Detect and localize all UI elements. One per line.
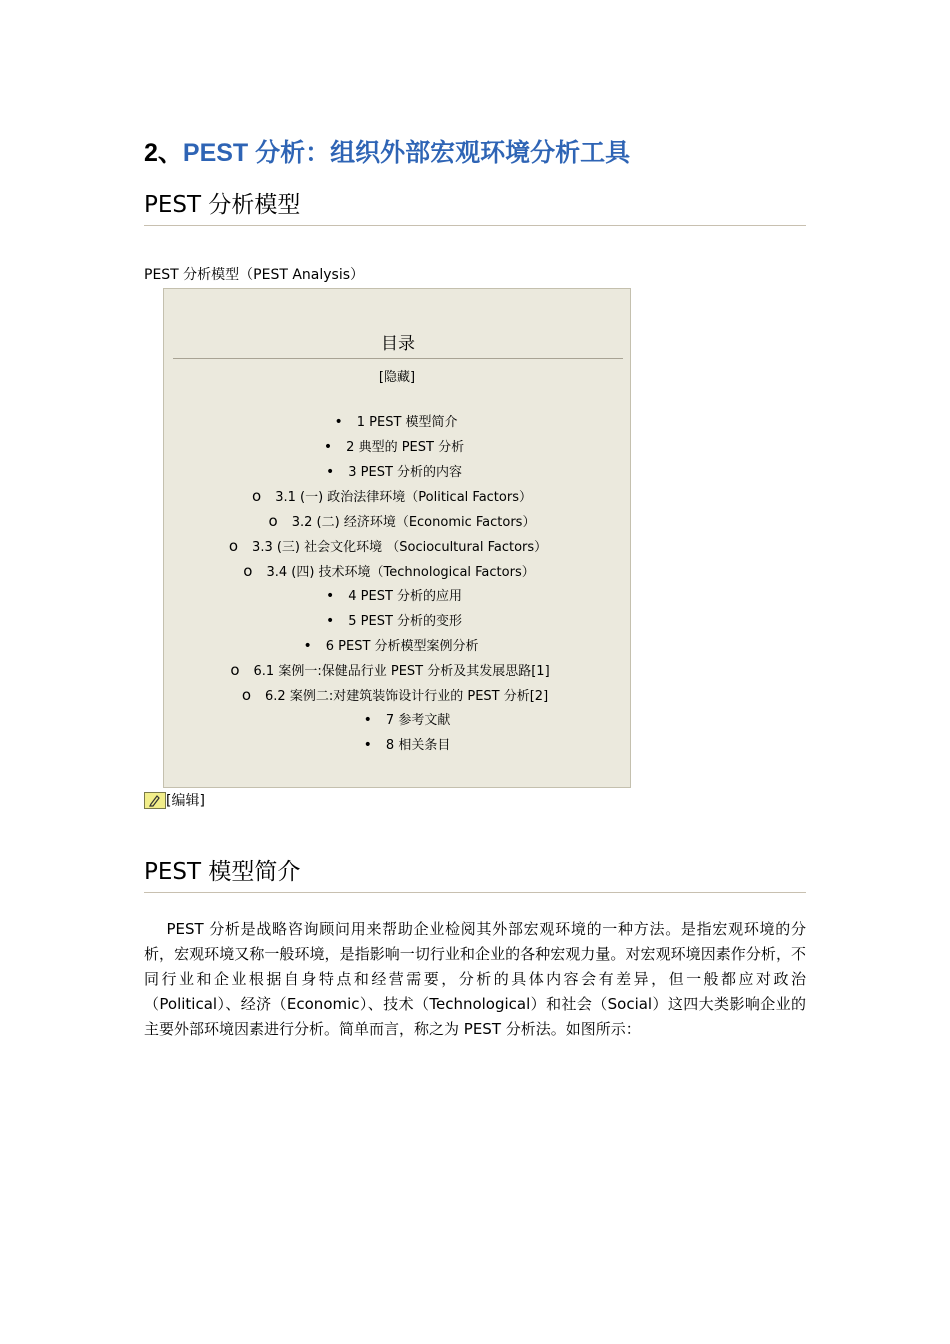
intro-lead-term: PEST 分析 <box>166 920 241 938</box>
toc-item[interactable] <box>157 661 623 681</box>
edit-row <box>144 790 205 810</box>
section-heading-intro: PEST 模型简介 <box>144 853 806 893</box>
bullet-marker: • <box>334 414 343 430</box>
intro-body-text: 是战略咨询顾问用来帮助企业检阅其外部宏观环境的一种方法。是指宏观环境的分析，宏观环境又称一般环境，是指影响一切行业和企业的各种宏观力量。对宏观环境因素作分析，不同行业和企业根据自身特点和经营需要，分析的具体内容会有差异，但一般都应对政治（Political）、经济（Economic）、技术（Technological）和社会（Social）这四大类影响企业的主要外部环境因素进行分析。简单而言，称之为 PEST 分析法。如图所示： <box>144 920 806 1038</box>
toc-item-label[interactable]: 8 相关条目 <box>385 738 451 753</box>
toc-hide-toggle[interactable]: [隐藏] <box>378 370 416 385</box>
intro-paragraph <box>144 917 806 1042</box>
toc-item[interactable] <box>169 512 635 532</box>
toc-item-label[interactable]: 5 PEST 分析的变形 <box>348 614 463 629</box>
bullet-marker: • <box>325 613 335 629</box>
toc-item[interactable] <box>174 736 640 755</box>
edit-icon[interactable] <box>144 792 166 809</box>
toc-item-label[interactable]: 6.1 案例一:保健品行业 PEST 分析及其发展思路[1] <box>253 664 550 679</box>
toc-item-label[interactable]: 7 参考文献 <box>385 713 451 728</box>
toc-item[interactable] <box>162 686 628 706</box>
bullet-marker: • <box>325 464 335 480</box>
toc-item[interactable] <box>155 537 621 557</box>
circle-marker: o <box>228 537 239 555</box>
circle-marker: o <box>230 661 240 679</box>
circle-marker: o <box>252 487 262 505</box>
toc-item[interactable] <box>174 711 640 730</box>
toc-item[interactable] <box>163 413 629 432</box>
toc-item-label[interactable]: 3.3 (三) 社会文化环境 （Sociocultural Factors） <box>252 540 548 555</box>
toc-item[interactable] <box>159 487 625 507</box>
toc-item[interactable] <box>156 562 622 582</box>
toc-item[interactable] <box>158 637 624 656</box>
toc-item-label[interactable]: 3 PEST 分析的内容 <box>348 465 463 480</box>
title-number: 2、 <box>144 139 183 167</box>
toc-item-label[interactable]: 4 PEST 分析的应用 <box>348 589 463 604</box>
toc-item-label[interactable]: 1 PEST 模型简介 <box>356 415 458 430</box>
edit-link[interactable]: [编辑] <box>166 793 205 809</box>
toc-item[interactable] <box>161 612 627 631</box>
toc-item-label[interactable]: 3.2 (二) 经济环境（Economic Factors） <box>291 515 536 530</box>
toc-item-label[interactable]: 3.4 (四) 技术环境（Technological Factors） <box>266 565 535 580</box>
circle-marker: o <box>241 686 252 704</box>
section-heading-model: PEST 分析模型 <box>144 186 806 226</box>
bullet-marker: • <box>363 712 372 728</box>
toc-item-label[interactable]: 3.1 (一) 政治法律环境（Political Factors） <box>275 490 532 505</box>
circle-marker: o <box>268 512 278 530</box>
bullet-marker: • <box>325 588 335 604</box>
title-text: PEST 分析：组织外部宏观环境分析工具 <box>182 139 631 167</box>
bullet-marker: • <box>323 439 333 455</box>
model-subtitle: PEST 分析模型（PEST Analysis） <box>144 267 365 283</box>
main-title <box>144 133 630 169</box>
toc-item[interactable] <box>161 463 627 482</box>
toc-title: 目录 <box>173 329 623 359</box>
toc-item-label[interactable]: 2 典型的 PEST 分析 <box>346 440 465 455</box>
toc-item-label[interactable]: 6.2 案例二:对建筑装饰设计行业的 PEST 分析[2] <box>265 689 549 704</box>
bullet-marker: • <box>303 638 312 654</box>
toc-item[interactable] <box>161 587 627 606</box>
bullet-marker: • <box>363 737 372 753</box>
toc-item[interactable] <box>161 438 627 457</box>
circle-marker: o <box>243 562 253 580</box>
table-of-contents <box>163 288 631 788</box>
toc-item-label[interactable]: 6 PEST 分析模型案例分析 <box>325 639 479 654</box>
